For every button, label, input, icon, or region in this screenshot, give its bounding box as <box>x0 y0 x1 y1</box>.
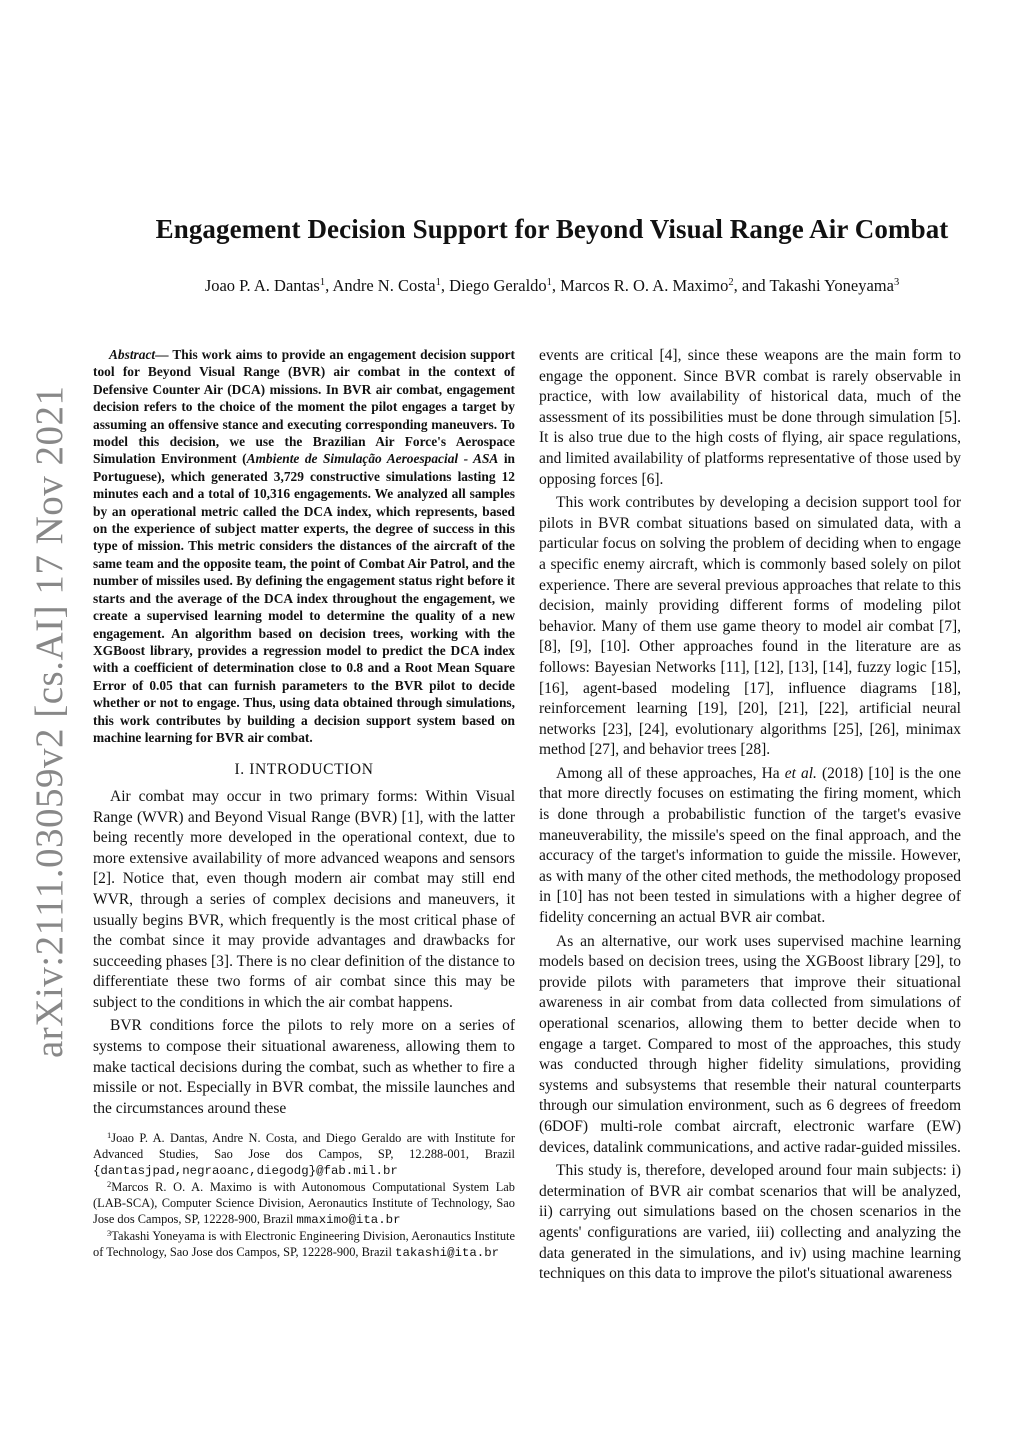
email-address: takashi@ita.br <box>395 1245 500 1260</box>
email-address: mmaximo@ita.br <box>296 1212 401 1227</box>
left-column <box>93 346 515 1262</box>
email-address: {dantasjpad,negraoanc,diegodg}@fab.mil.br <box>93 1164 398 1179</box>
body-paragraph: events are critical [4], since these weapons are the main form to engage the opponent. Since BVR combat is rarely observable in practice, with low availability of historical data, much of the assessment of its possibilities must be done through simulation [5]. It is also true due to the high costs of flying, air space regulations, and limited availability of platforms representative of those used by opposing forces [6]. <box>539 347 961 488</box>
body-paragraph: Among all of these approaches, Ha et al. (2018) [10] is the one that more directly focuses on estimating the firing moment, which is done through a probabilistic function of the target's evasive maneuverability, the missile's speed on the final approach, and the accuracy of the target's information to guide the missile. However, as with many of the other cited methods, the methodology proposed in [10] has not been tested in simulations with a higher degree of fidelity concerning an actual BVR air combat. <box>539 764 961 927</box>
section-heading-introduction: I. INTRODUCTION <box>234 761 374 779</box>
author: Takashi Yoneyama$^3$ <box>769 276 900 295</box>
right-column <box>539 346 961 1288</box>
body-paragraph: BVR conditions force the pilots to rely more on a series of systems to compose their situational awareness, allowing them to make tactical decisions during the combat, such as whether to fire a missile or not. Especially in BVR combat, the missile launches and the circumstances around these <box>93 1017 515 1117</box>
author: Andre N. Costa$^1$, <box>332 276 450 295</box>
footnote: $^3$Takashi Yoneyama is with Electronic Engineering Division, Aeronautics Institute of Technology, Sao Jose dos Campos, SP, 12228-900, Brazil takashi@ita.br <box>93 1227 515 1260</box>
author-list <box>80 276 1024 296</box>
footnotes <box>93 1131 515 1261</box>
abstract: Abstract— This work aims to provide an engagement decision support tool for Beyond Visual Range (BVR) air combat in the context of Defensive Counter Air (DCA) missions. In BVR air combat, engagement decision refers to the choice of the moment the pilot engages a target by assuming an offensive stance and executing corresponding maneuvers. To model this decision, we use the Brazilian Air Force's Aerospace Simulation Environment (Ambiente de Simulação Aeroespacial - ASA in Portuguese), which generated 3,729 constructive simulations lasting 12 minutes each and a total of 10,316 engagements. We analyzed all samples by an operational metric called the DCA index, which represents, based on the experience of subject matter experts, the degree of success in this type of mission. This metric considers the distances of the aircraft of the same team and the opposite team, the point of Combat Air Patrol, and the number of missiles used. By defining the engagement status right before it starts and the average of the DCA index throughout the engagement, we create a supervised learning model to determine the quality of a new engagement. An algorithm based on decision trees, working with the XGBoost library, provides a regression model to predict the DCA index with a coefficient of determination close to 0.8 and a Root Mean Square Error of 0.05 that can furnish parameters to the BVR pilot to decide whether or not to engage. Thus, using data obtained through simulations, this work contributes by building a decision support system based on machine learning for BVR air combat. <box>93 347 516 745</box>
arxiv-identifier-stamp: arXiv:2111.03059v2 [cs.AI] 17 Nov 2021 <box>28 385 71 1058</box>
body-paragraph: This study is, therefore, developed around four main subjects: i) determination of BVR air combat scenarios that will be analyzed, ii) carrying out simulations based on the chosen scenarios in the agents' configurations are varied, iii) collecting and analyzing the data generated in the simulations, and iv) using machine learning techniques on this data to improve the pilot's situational awareness <box>539 1162 961 1283</box>
abstract-label: Abstract <box>109 347 156 362</box>
author: Diego Geraldo$^1$, <box>449 276 561 295</box>
footnote: $^1$Joao P. A. Dantas, Andre N. Costa, and Diego Geraldo are with Institute for Advanced Studies, Sao Jose dos Campos, SP, 12.288-001, Brazil {dantasjpad,negraoanc,diegodg}@fab.mil.br <box>93 1130 515 1179</box>
footnote: $^2$Marcos R. O. A. Maximo is with Autonomous Computational System Lab (LAB-SCA), Computer Science Division, Aeronautics Institute of Technology, Sao Jose dos Campos, SP, 12228-900, Brazil mmaximo@ita.br <box>93 1179 515 1227</box>
body-paragraph: As an alternative, our work uses supervised machine learning models based on decision trees, using the XGBoost library [29], to provide pilots with parameters that improve their situational awareness in air combat from data collected from simulations of operational scenarios, allowing them to better decide when to engage a target. Compared to most of the approaches, this study was conducted through higher fidelity simulations, providing systems and subsystems that resemble their natural counterparts through our simulation environment, such as 6 degrees of freedom (6DOF) multi-role combat aircraft, electronic warfare (EW) devices, datalink communications, and active radar-guided missiles. <box>539 932 961 1156</box>
body-paragraph: Air combat may occur in two primary forms: Within Visual Range (WVR) and Beyond Visual Range (BVR) [1], with the latter being recently more developed in the operational context, due to more extensive availability of more advanced weapons and sensors [2]. Notice that, even though modern air combat may still end WVR, through a series of complex decisions and maneuvers, it usually begins BVR, which frequently is the most critical phase of the combat since it may provide advantages and drawbacks for succeeding phases [3]. There is no clear definition of the distance to differentiate these two forms of air combat since this may be subject to the conditions in which the air combat happens. <box>93 787 515 1011</box>
author: Marcos R. O. A. Maximo$^2$, and <box>560 276 770 295</box>
author: Joao P. A. Dantas$^1$, <box>204 276 333 295</box>
body-paragraph: This work contributes by developing a decision support tool for pilots in BVR combat situations based on simulated data, with a particular focus on solving the problem of deciding when to engage a specific enemy aircraft, which is commonly based solely on pilot experience. There are several previous approaches that relate to this decision, mainly providing different forms of modeling pilot behavior. Many of them use game theory to model air combat [7], [8], [9], [10]. Other approaches found in the literature are as follows: Bayesian Networks [11], [12], [13], [14], fuzzy logic [15], [16], agent-based modeling [17], influence diagrams [18], reinforcement learning [19], [20], [21], [22], artificial neural networks [23], [24], evolutionary algorithms [25], [26], minimax method [27], and behavior trees [28]. <box>539 494 961 759</box>
paper-title: Engagement Decision Support for Beyond Visual Range Air Combat <box>155 214 949 244</box>
